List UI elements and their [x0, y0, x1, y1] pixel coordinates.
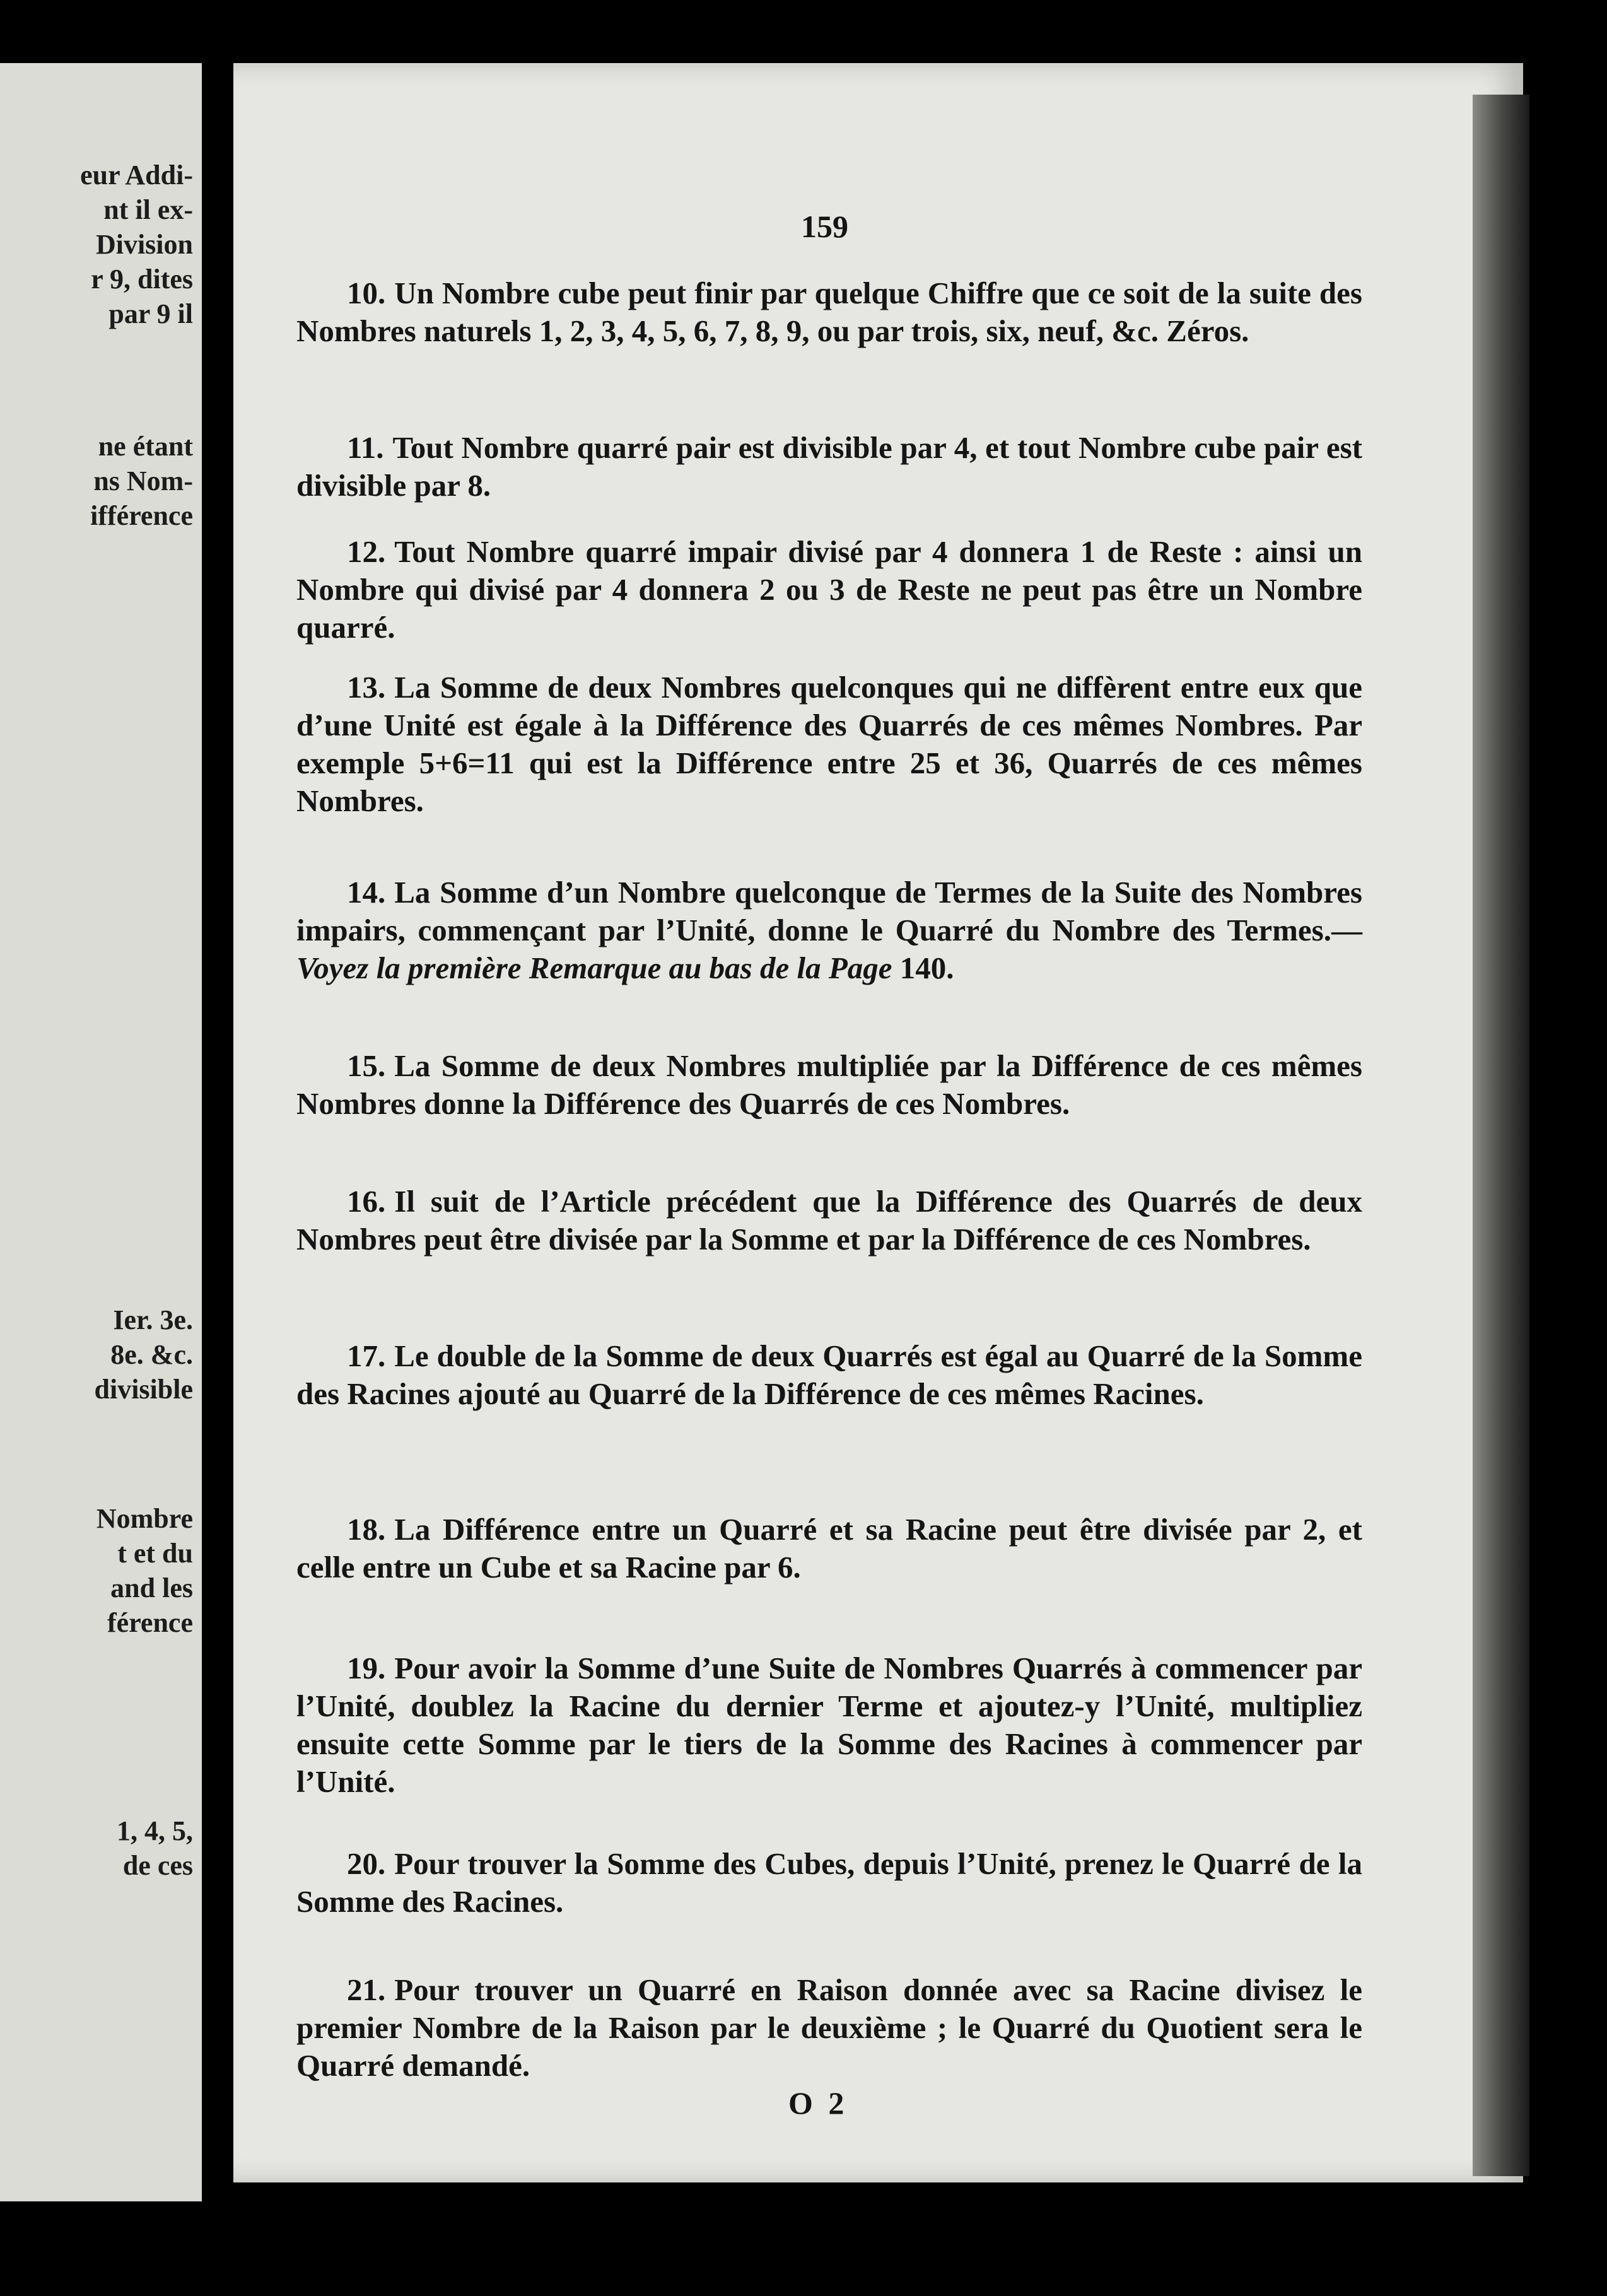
article-paragraph [296, 533, 1362, 647]
article-number: 10. [347, 276, 386, 310]
facing-page-line: 8e. &c. [110, 1339, 193, 1370]
facing-page-line: nt il ex- [103, 194, 193, 225]
facing-page-line: ns Nom- [93, 466, 193, 496]
article-number: 14. [347, 875, 386, 910]
signature-mark: O 2 [788, 2085, 848, 2121]
article-number: 15. [347, 1048, 386, 1083]
article-text: La Somme d’un Nombre quelconque de Termes de la Suite des Nombres impairs, commençant par l’Unité, donne le Quarré du Nombre des Termes.— [296, 875, 1362, 947]
article-text: La Somme de deux Nombres quelconques qui ne diffèrent entre eux que d’une Unité est égale à la Différence des Quarrés de ces mêmes Nombres. Par exemple 5+6=11 qui est la Différence entre 25 et 36, Quarrés de ces mêmes Nombres. [296, 670, 1362, 818]
cross-reference: Voyez la première Remarque au bas de la Page [296, 951, 892, 985]
facing-page-line: Nombre [96, 1503, 193, 1534]
article-number: 20. [347, 1846, 386, 1881]
facing-page-line: and les [110, 1573, 193, 1603]
article-text: Tout Nombre quarré impair divisé par 4 donnera 1 de Reste : ainsi un Nombre qui divisé par 4 donnera 2 ou 3 de Reste ne peut pas être un Nombre quarré. [296, 534, 1362, 645]
article-text: Il suit de l’Article précédent que la Différence des Quarrés de deux Nombres peut être divisée par la Somme et par la Différence de ces Nombres. [296, 1184, 1362, 1256]
article-paragraph [296, 1047, 1362, 1123]
facing-page-line: r 9, dites [91, 264, 193, 295]
article-paragraph [296, 874, 1362, 987]
article-paragraph [296, 1845, 1362, 1921]
article-text: Le double de la Somme de deux Quarrés est égal au Quarré de la Somme des Racines ajouté au Quarré de la Différence de ces mêmes Racines. [296, 1338, 1362, 1411]
article-paragraph [296, 1649, 1362, 1801]
facing-page-line: t et du [117, 1538, 193, 1569]
article-paragraph [296, 669, 1362, 820]
article-number: 18. [347, 1512, 386, 1547]
facing-page-line: ne étant [98, 431, 193, 462]
article-paragraph [296, 1337, 1362, 1413]
article-text: Tout Nombre quarré pair est divisible par 4, et tout Nombre cube pair est divisible par 8. [296, 430, 1362, 503]
article-paragraph [296, 274, 1362, 350]
article-paragraph [296, 429, 1362, 505]
article-text: Pour avoir la Somme d’une Suite de Nombres Quarrés à commencer par l’Unité, doublez la Racine du dernier Terme et ajoutez-y l’Unité, multipliez ensuite cette Somme par le tiers de la Somme des Racines à commencer par l’Unité. [296, 1651, 1362, 1799]
facing-page-line: par 9 il [108, 298, 193, 329]
page-reference: 140. [899, 951, 954, 985]
page-number: 159 [801, 209, 848, 244]
facing-page-line: ifférence [90, 500, 193, 531]
article-number: 21. [347, 1972, 386, 2007]
facing-page-line: Ier. 3e. [113, 1304, 193, 1335]
article-text: Pour trouver la Somme des Cubes, depuis l’Unité, prenez le Quarré de la Somme des Racines. [296, 1846, 1362, 1919]
article-number: 12. [347, 534, 386, 569]
article-text: Un Nombre cube peut finir par quelque Chiffre que ce soit de la suite des Nombres naturels 1, 2, 3, 4, 5, 6, 7, 8, 9, ou par trois, six, neuf, &c. Zéros. [296, 276, 1362, 348]
article-number: 16. [347, 1184, 386, 1219]
article-paragraph [296, 1183, 1362, 1258]
facing-page-line: férence [107, 1607, 193, 1638]
facing-page-line: de ces [122, 1850, 193, 1881]
article-text: La Différence entre un Quarré et sa Racine peut être divisée par 2, et celle entre un Cube et sa Racine par 6. [296, 1512, 1362, 1584]
article-text: Pour trouver un Quarré en Raison donnée avec sa Racine divisez le premier Nombre de la Raison par le deuxième ; le Quarré du Quotient sera le Quarré demandé. [296, 1972, 1362, 2083]
article-number: 13. [347, 670, 386, 705]
facing-page-line: divisible [94, 1374, 193, 1405]
facing-page-line: Division [95, 229, 193, 260]
page-edge [1473, 95, 1529, 2176]
article-number: 19. [347, 1651, 386, 1685]
article-paragraph [296, 1971, 1362, 2085]
article-number: 17. [347, 1338, 386, 1373]
article-paragraph [296, 1511, 1362, 1586]
article-text: La Somme de deux Nombres multipliée par la Différence de ces mêmes Nombres donne la Différence des Quarrés de ces Nombres. [296, 1048, 1362, 1121]
facing-page-fragment [0, 63, 202, 2201]
article-number: 11. [347, 430, 384, 465]
facing-page-line: eur Addi- [80, 160, 193, 190]
facing-page-line: 1, 4, 5, [117, 1815, 193, 1846]
